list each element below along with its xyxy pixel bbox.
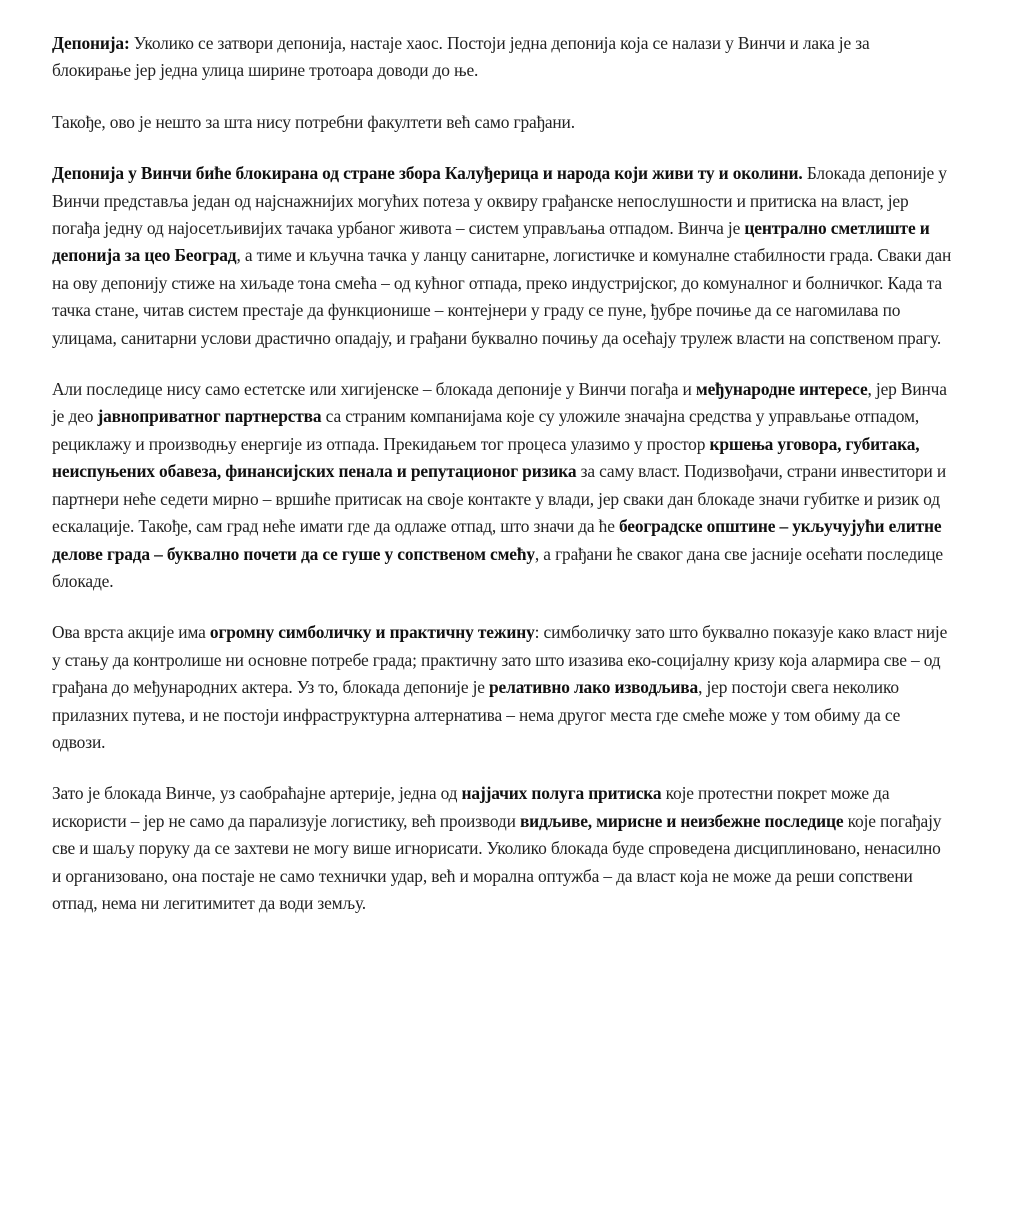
paragraph-deponija-intro [52,30,952,85]
document-body [52,30,952,941]
paragraph-text: , а грађани ће сваког дана све јасније осећати последице блокаде. [52,543,943,591]
paragraph-text: , јер постоји свега неколико прилазних путева, и не постоји инфраструктурна алтернатива – нема другог места где смеће може у том обиму да се одвози. [52,677,901,752]
bold-phrase: јавноприватног партнерства [97,406,322,427]
paragraph-text: Али последице нису само естетске или хигијенске – блокада депоније у Винчи погађа и [52,379,696,400]
paragraph-gradjani [52,109,952,136]
paragraph-text: за саму власт. Подизвођачи, страни инвеститори и партнери неће седети мирно – вршиће притисак на своје контакте у влади, јер сваки дан блокаде значи губитке и ризик од ескалације. Такође, сам град неће имати где да одлаже отпад, што значи да ће [52,461,947,537]
paragraph-text: са страним компанијама које су уложиле значајна средства у управљање отпадом, рециклажу и производњу енергије из отпада. Прекидањем тог процеса улазимо у простор [52,406,920,454]
bold-phrase: видљиве, мирисне и неизбежне последице [519,810,844,831]
bold-phrase: међународне интересе [695,379,868,400]
bold-phrase: београдске општине – укључујући елитне делове града – буквално почети да се гуше у сопственом смећу [52,516,942,564]
bold-heading-deponija: Депонија: [52,33,130,53]
paragraph-text: Ова врста акције има [52,622,210,643]
bold-phrase: релативно лако изводљива [489,677,699,698]
paragraph-medjunarodni-interesi [52,376,952,595]
paragraph-zakljucak [52,780,952,917]
bold-phrase: кршења уговора, губитака, неиспуњених обавеза, финансијских пенала и репутационог ризика [52,433,920,482]
paragraph-text: : симболичку зато што буквално показује како власт није у стању да контролише ни основне потребе града; практичну зато што изазива еко-социјалну кризу која алармира све – од грађана до међународних актера. Уз то, блокада депоније је [52,622,948,698]
paragraph-text: које погађају све и шаљу поруку да се захтеви не могу више игнорисати. Уколико блокада буде спроведена дисциплиновано, ненасилно и организовано, она постаје не само технички удар, већ и морална оптужба – да власт која не може да реши сопствени отпад, нема ни легитимитет да води земљу. [52,810,942,913]
paragraph-text: , јер Винча је део [52,379,947,427]
bold-phrase: Депонија у Винчи биће блокирана од стране збора Калуђерица и народа који живи ту и околини. [52,163,803,184]
paragraph-text: Уколико се затвори депонија, настаје хаос. Постоји једна депонија која се налази у Винчи и лака је за блокирање јер једна улица ширине тротоара доводи до ње. [52,33,870,81]
paragraph-text: , а тиме и кључна тачка у ланцу санитарне, логистичке и комуналне стабилности града. Сваки дан на ову депонију стиже на хиљаде тона смећа – од кућног отпада, преко индустријског, до комуналног и болничког. Када та тачка стане, читав систем престаје да функционише – контејнери у граду се пуне, ђубре почиње да се нагомилава по улицама, санитарни услови драстично опадају, и грађани буквално почињу да осећају трулеж власти на сопственом прагу. [52,245,952,348]
paragraph-text: Блокада депоније у Винчи представља један од најснажнијих могућих потеза у оквиру грађанске непослушности и притиска на власт, јер погађа једну од најосетљивијих тачака урбаног живота – систем управљања отпадом. Винча је [52,163,947,239]
paragraph-text: Такође, ово је нешто за шта нису потребни факултети већ само грађани. [52,111,575,132]
paragraph-blokada-vinca [52,160,952,352]
bold-phrase: огромну симболичку и практичну тежину [209,622,535,643]
paragraph-text: Зато је блокада Винче, уз саобраћајне артерије, једна од [52,783,462,804]
bold-phrase: најјачих полуга притиска [461,783,662,804]
paragraph-text: које протестни покрет може да искористи – јер не само да парализује логистику, већ производи [52,783,890,831]
paragraph-simbolicka-tezina [52,619,952,756]
bold-phrase: централно сметлиште и депонија за цео Београд [52,218,930,266]
